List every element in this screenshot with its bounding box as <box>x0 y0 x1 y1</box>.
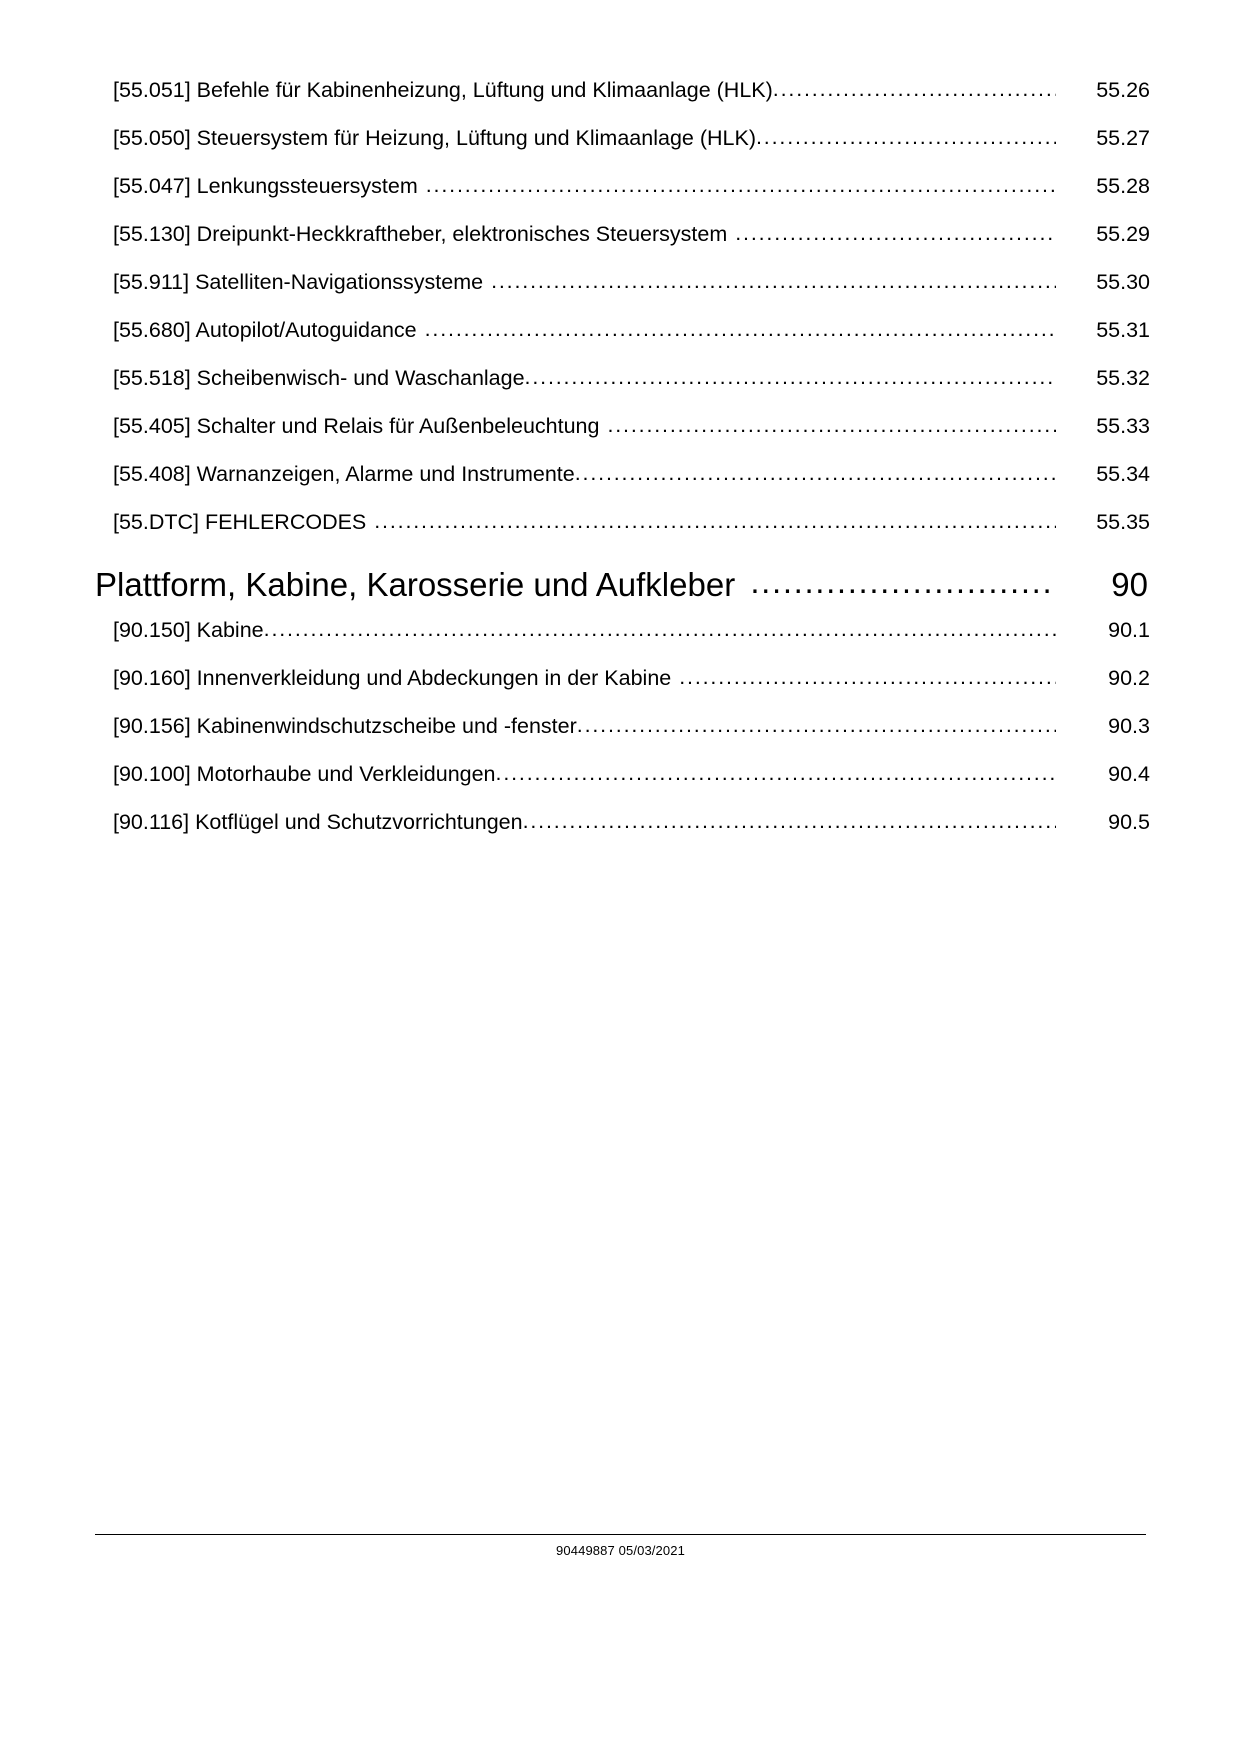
toc-entry-page: 55.30 <box>1096 270 1150 294</box>
toc-entry[interactable] <box>95 416 1150 464</box>
toc-section-label: Plattform, Kabine, Karosserie und Aufkleber <box>95 566 745 603</box>
toc-leader-dots <box>426 175 1056 197</box>
toc-entry-label: [55.130] Dreipunkt-Heckkraftheber, elektronisches Steuersystem <box>113 222 734 246</box>
toc-leader-dots <box>750 565 1054 598</box>
toc-entry[interactable] <box>95 464 1150 512</box>
toc-entry-label: [55.680] Autopilot/Autoguidance <box>113 318 423 342</box>
toc-entry[interactable] <box>95 128 1150 176</box>
toc-group-55 <box>95 80 1150 560</box>
toc-entry[interactable] <box>95 764 1150 812</box>
toc-entry-page: 90.5 <box>1108 810 1150 834</box>
toc-leader-dots <box>496 763 1056 785</box>
toc-entry-label: [90.100] Motorhaube und Verkleidungen <box>113 762 496 786</box>
toc-entry[interactable] <box>95 320 1150 368</box>
toc-entry-page: 55.34 <box>1096 462 1150 486</box>
toc-entry[interactable] <box>95 716 1150 764</box>
toc-leader-dots <box>425 319 1056 341</box>
toc-entry[interactable] <box>95 272 1150 320</box>
toc-entry-page: 55.29 <box>1096 222 1150 246</box>
toc-leader-dots <box>523 811 1056 833</box>
toc-entry-page: 90.3 <box>1108 714 1150 738</box>
toc-section-page: 90 <box>1111 566 1148 603</box>
toc-entry-label: [90.160] Innenverkleidung und Abdeckungen in der Kabine <box>113 666 678 690</box>
footer-divider <box>95 1534 1146 1535</box>
toc-entry-page: 55.31 <box>1096 318 1150 342</box>
table-of-contents <box>95 80 1150 860</box>
toc-leader-dots <box>756 127 1056 149</box>
toc-section-heading[interactable] <box>95 560 1150 620</box>
toc-entry-page: 55.28 <box>1096 174 1150 198</box>
toc-entry-page: 55.33 <box>1096 414 1150 438</box>
toc-leader-dots <box>491 271 1056 293</box>
toc-entry-label: [90.116] Kotflügel und Schutzvorrichtungen <box>113 810 523 834</box>
toc-entry-page: 90.4 <box>1108 762 1150 786</box>
toc-leader-dots <box>773 79 1056 101</box>
toc-entry-label: [55.405] Schalter und Relais für Außenbeleuchtung <box>113 414 606 438</box>
toc-entry-label: [55.518] Scheibenwisch- und Waschanlage <box>113 366 525 390</box>
toc-leader-dots <box>264 619 1056 641</box>
toc-entry-label: [55.DTC] FEHLERCODES <box>113 510 373 534</box>
toc-entry[interactable] <box>95 80 1150 128</box>
toc-entry[interactable] <box>95 368 1150 416</box>
toc-leader-dots <box>374 511 1056 533</box>
toc-leader-dots <box>735 223 1056 245</box>
toc-leader-dots <box>525 367 1056 389</box>
toc-entry-label: [55.047] Lenkungssteuersystem <box>113 174 424 198</box>
toc-entry-page: 90.1 <box>1108 618 1150 642</box>
toc-group-90 <box>95 620 1150 860</box>
toc-entry-label: [55.408] Warnanzeigen, Alarme und Instrumente <box>113 462 575 486</box>
toc-entry-label: [55.051] Befehle für Kabinenheizung, Lüftung und Klimaanlage (HLK) <box>113 78 773 102</box>
toc-entry[interactable] <box>95 176 1150 224</box>
toc-entry-page: 55.27 <box>1096 126 1150 150</box>
toc-entry-label: [90.150] Kabine <box>113 618 264 642</box>
toc-entry-page: 55.35 <box>1096 510 1150 534</box>
toc-entry-label: [90.156] Kabinenwindschutzscheibe und -fenster <box>113 714 577 738</box>
toc-entry[interactable] <box>95 620 1150 668</box>
toc-leader-dots <box>575 463 1056 485</box>
toc-entry[interactable] <box>95 668 1150 716</box>
toc-entry-page: 55.26 <box>1096 78 1150 102</box>
toc-entry-label: [55.911] Satelliten-Navigationssysteme <box>113 270 490 294</box>
toc-entry[interactable] <box>95 224 1150 272</box>
toc-leader-dots <box>607 415 1056 437</box>
toc-entry-page: 55.32 <box>1096 366 1150 390</box>
toc-entry-page: 90.2 <box>1108 666 1150 690</box>
footer-text: 90449887 05/03/2021 <box>556 1543 685 1559</box>
page-footer <box>95 1534 1146 1559</box>
toc-entry[interactable] <box>95 512 1150 560</box>
toc-leader-dots <box>577 715 1056 737</box>
toc-leader-dots <box>679 667 1056 689</box>
toc-entry-label: [55.050] Steuersystem für Heizung, Lüftung und Klimaanlage (HLK) <box>113 126 756 150</box>
toc-entry[interactable] <box>95 812 1150 860</box>
